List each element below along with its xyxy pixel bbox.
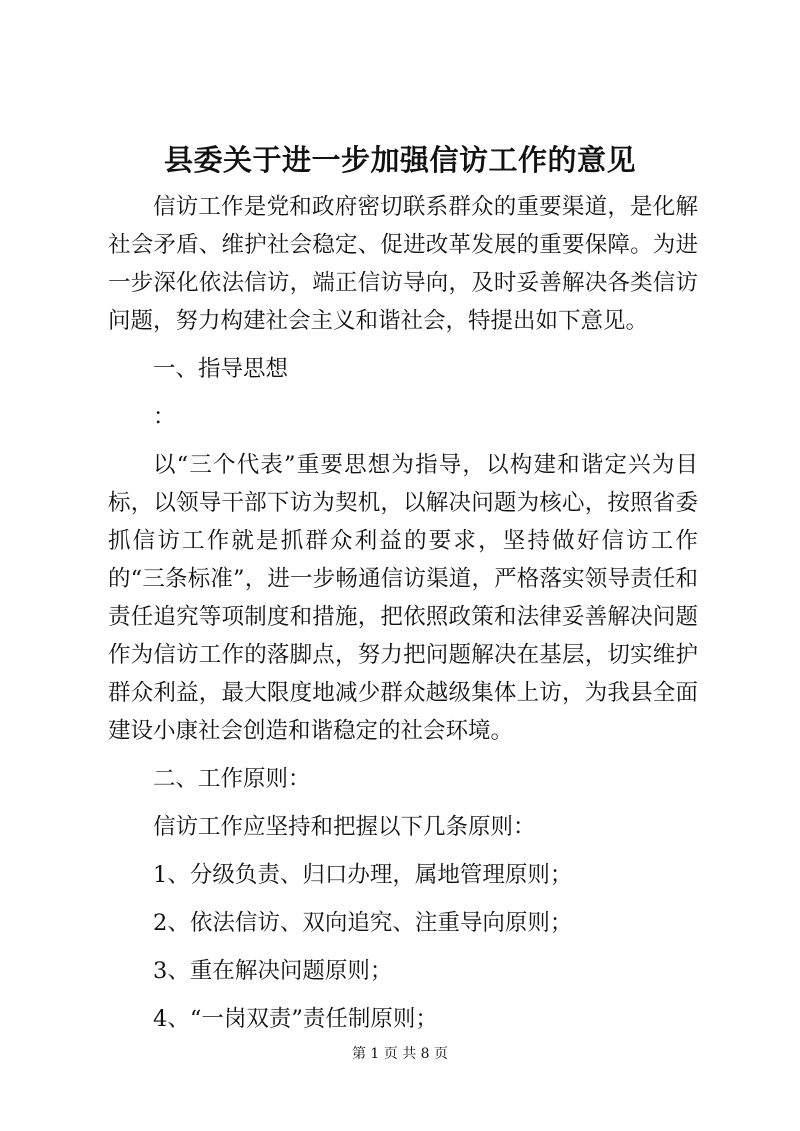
- principle-item: 1、分级负责、归口办理，属地管理原则；: [153, 862, 573, 888]
- page-number-footer: 第 1 页 共 8 页: [351, 1046, 449, 1062]
- document-title: 县委关于进一步加强信访工作的意见: [163, 143, 636, 177]
- principle-item: 2、依法信访、双向追究、注重导向原则；: [153, 910, 573, 936]
- intro-paragraph: 信访工作是党和政府密切联系群众的重要渠道，是化解社会矛盾、维护社会稳定、促进改革发展的重要保障。为进一步深化依法信访，端正信访导向，及时妥善解决各类信访问题，努力构建社会主义和谐社会，特提出如下意见。: [108, 194, 698, 334]
- section1-heading: 一、指导思想: [153, 356, 289, 382]
- principle-item: 4、“一岗双责”责任制原则；: [153, 1006, 438, 1032]
- section2-heading: 二、工作原则：: [153, 766, 311, 792]
- section2-intro: 信访工作应坚持和把握以下几条原则：: [153, 814, 536, 840]
- document-body: [108, 188, 698, 1048]
- section1-paragraph: 以“三个代表”重要思想为指导，以构建和谐定兴为目标，以领导干部下访为契机，以解决问题为核心，按照省委抓信访工作就是抓群众利益的要求，坚持做好信访工作的“三条标准”，进一步畅通信访渠道，严格落实领导责任和责任追究等项制度和措施，把依照政策和法律妥善解决问题作为信访工作的落脚点，努力把问题解决在基层，切实维护群众利益，最大限度地减少群众越级集体上访，为我县全面建设小康社会创造和谐稳定的社会环境。: [108, 452, 698, 744]
- colon-line: ：: [153, 404, 176, 430]
- principle-item: 3、重在解决问题原则；: [153, 958, 393, 984]
